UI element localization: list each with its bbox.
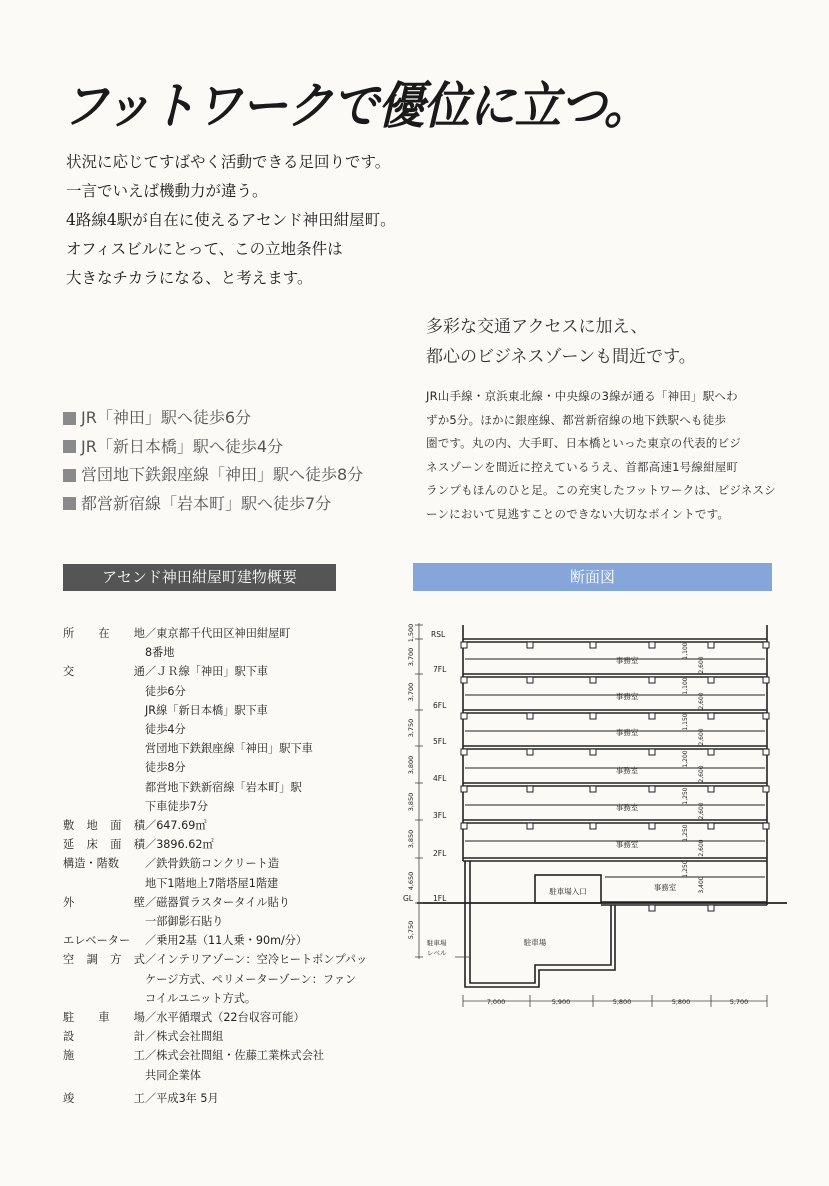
spec-cont: 徒歩8分	[145, 761, 186, 775]
spec-cont: JR線「新日本橋」駅下車	[145, 703, 268, 717]
svg-text:1,250: 1,250	[682, 860, 689, 878]
intro-line: 大きなチカラになる、と考えます。	[66, 269, 313, 287]
walk-item-text: JR「神田」駅へ徒歩6分	[81, 408, 252, 427]
svg-text:3,800: 3,800	[407, 755, 415, 775]
walk-item	[63, 461, 363, 490]
svg-text:1,500: 1,500	[407, 623, 415, 643]
parking-label: 駐車場	[523, 938, 547, 947]
spec-cont: 徒歩6分	[145, 684, 186, 698]
svg-text:1,150: 1,150	[682, 713, 689, 731]
spec-label: エレベーター	[63, 934, 131, 948]
beam-drops	[461, 642, 769, 911]
svg-text:駐車場: 駐車場	[427, 939, 447, 947]
intro-line: 4路線4駅が自在に使えるアセンド神田紺屋町。	[66, 211, 396, 229]
spec-row-completion	[63, 1089, 367, 1108]
walk-item-text: 営団地下鉄銀座線「神田」駅へ徒歩8分	[81, 465, 364, 484]
spec-cont: 下車徒歩7分	[145, 799, 209, 813]
floor-label: 4FL	[433, 774, 447, 783]
svg-text:3,750: 3,750	[407, 718, 415, 738]
svg-text:5,700: 5,700	[729, 998, 749, 1006]
access-heading	[426, 312, 696, 372]
spec-row-transport	[63, 662, 367, 681]
section-diagram	[395, 615, 795, 1015]
spec-value: ／東京都千代田区神田紺屋町	[145, 627, 291, 640]
spec-row-structure	[63, 854, 367, 873]
svg-text:レベル: レベル	[427, 949, 447, 957]
room-label: 事務室	[615, 766, 639, 775]
square-bullet-icon	[63, 469, 76, 482]
svg-text:3,400: 3,400	[698, 876, 705, 894]
spec-label: 空 調 方 式	[63, 953, 145, 967]
intro-line: 状況に応じてすばやく活動できる足回りです。	[66, 153, 391, 171]
floor-label: 1FL	[433, 894, 447, 903]
square-bullet-icon	[63, 412, 76, 425]
spec-row-construction	[63, 1046, 367, 1065]
room-label: 事務室	[653, 883, 677, 892]
svg-text:1,200: 1,200	[682, 750, 689, 768]
spec-label: 設 計	[63, 1030, 145, 1044]
spec-value: ／磁器質ラスタータイル貼り	[145, 895, 290, 909]
svg-text:2,600: 2,600	[698, 692, 705, 710]
svg-text:5,800: 5,800	[612, 998, 632, 1006]
parking-level-label	[426, 938, 447, 957]
spec-cont: 8番地	[145, 646, 175, 660]
floor-label: 6FL	[433, 701, 447, 710]
svg-text:2,600: 2,600	[698, 656, 705, 674]
room-label: 事務室	[615, 656, 639, 665]
access-body-line: ランプもほんのひと足。この充実したフットワークは、ビジネスシ	[426, 483, 776, 497]
floor-label: 3FL	[433, 811, 447, 820]
spec-row-location	[63, 624, 367, 643]
spec-cont: 共同企業体	[145, 1068, 201, 1082]
svg-text:2,600: 2,600	[698, 765, 705, 783]
spec-value: ／水平循環式（22台収容可能）	[145, 1011, 305, 1025]
spec-row-elevator	[63, 931, 367, 950]
svg-text:3,700: 3,700	[407, 647, 415, 667]
room-label: 事務室	[615, 803, 639, 812]
access-heading-line: 多彩な交通アクセスに加え、	[426, 317, 648, 337]
spec-label: 駐 車 場	[63, 1011, 145, 1025]
svg-text:7,000: 7,000	[486, 998, 506, 1006]
spec-cont: 一部御影石貼り	[145, 915, 224, 929]
spec-value: ／3896.62㎡	[145, 838, 214, 852]
svg-text:4,650: 4,650	[407, 871, 415, 891]
spec-cont: 営団地下鉄銀座線「神田」駅下車	[145, 742, 313, 756]
spec-label: 延 床 面 積	[63, 838, 145, 852]
floor-label: 5FL	[433, 737, 447, 746]
intro-line: オフィスビルにとって、この立地条件は	[66, 240, 343, 258]
access-body-line: ずか5分。ほかに銀座線、都営新宿線の地下鉄駅へも徒歩	[426, 412, 727, 427]
svg-text:2,600: 2,600	[698, 839, 705, 857]
svg-text:3,850: 3,850	[407, 792, 415, 812]
walk-time-list	[63, 404, 363, 518]
spec-label: 構造・階数	[63, 857, 119, 871]
access-body-line: ーンにおいて見逃すことのできない大切なポイントです。	[426, 506, 730, 521]
spec-cont: 地下1階地上7階塔屋1階建	[145, 876, 279, 890]
spec-label: 竣 工	[63, 1091, 145, 1105]
spec-value: ／株式会社間組	[145, 1030, 224, 1044]
walk-item-text: 都営新宿線「岩本町」駅へ徒歩7分	[81, 493, 332, 513]
spec-label: 交 通	[63, 665, 145, 679]
spec-value: ／ＪＲ線「神田」駅下車	[145, 665, 269, 679]
floor-label: 7FL	[433, 665, 447, 674]
bottom-dims	[487, 998, 749, 1006]
spec-cont: 都営地下鉄新宿線「岩本町」駅	[145, 780, 302, 794]
svg-text:1,100: 1,100	[682, 642, 689, 660]
svg-text:2,600: 2,600	[698, 802, 705, 820]
access-body	[426, 385, 776, 526]
square-bullet-icon	[63, 497, 76, 510]
svg-text:2,600: 2,600	[698, 728, 705, 746]
access-heading-line: 都心のビジネスゾーンも間近です。	[426, 347, 696, 367]
headline: フットワークで優位に立つ。	[62, 76, 650, 135]
spec-cont: 徒歩4分	[145, 723, 186, 737]
walk-item-text: JR「新日本橋」駅へ徒歩4分	[81, 436, 284, 456]
svg-text:5,800: 5,800	[671, 998, 691, 1006]
intro-paragraph	[66, 148, 396, 293]
intro-line: 一言でいえば機動力が違う。	[66, 182, 268, 200]
spec-label: 施 工	[63, 1049, 145, 1063]
room-label: 事務室	[615, 840, 639, 849]
spec-row-design	[63, 1027, 367, 1046]
svg-text:1,100: 1,100	[682, 677, 689, 695]
spec-row-parking	[63, 1008, 367, 1027]
access-body-line: 圏です。丸の内、大手町、日本橋といった東京の代表的ビジ	[426, 436, 741, 450]
spec-cont: ケージ方式、ペリメーターゾーン：ファン	[145, 972, 357, 986]
spec-label: 敷 地 面 積	[63, 819, 145, 833]
spec-row-floor-area	[63, 835, 367, 854]
gl-label: GL	[403, 894, 413, 903]
spec-value: ／平成3年 5月	[145, 1091, 219, 1105]
svg-text:3,850: 3,850	[407, 829, 415, 849]
svg-text:1,250: 1,250	[682, 824, 689, 842]
spec-value: ／鉄骨鉄筋コンクリート造	[145, 857, 280, 871]
spec-value: ／乗用2基（11人乗・90m/分）	[145, 934, 308, 948]
square-bullet-icon	[63, 440, 76, 453]
left-dims	[407, 624, 415, 940]
walk-item	[63, 433, 363, 462]
floor-label: RSL	[431, 630, 446, 639]
spec-row-hvac	[63, 950, 367, 969]
spec-table	[63, 624, 367, 1108]
spec-cont: コイルユニット方式。	[145, 991, 257, 1005]
room-label: 事務室	[615, 728, 639, 737]
section-title: 断面図	[413, 563, 772, 591]
access-body-line: ネスゾーンを間近に控えているうえ、首都高速1号線紺屋町	[426, 459, 739, 474]
svg-text:5,900: 5,900	[551, 998, 571, 1006]
walk-item	[63, 404, 363, 433]
spec-label: 所 在 地	[63, 627, 145, 640]
spec-row-site-area	[63, 816, 367, 835]
svg-text:5,750: 5,750	[407, 920, 415, 940]
spec-row-exterior	[63, 893, 367, 912]
parking-entrance-label: 駐車場入口	[549, 887, 587, 896]
svg-text:1,250: 1,250	[682, 787, 689, 805]
overview-title: アセンド神田紺屋町建物概要	[63, 564, 336, 591]
spec-value: ／株式会社間組・佐藤工業株式会社	[145, 1049, 325, 1063]
room-label: 事務室	[615, 692, 639, 701]
walk-item	[63, 490, 363, 519]
floor-label: 2FL	[433, 849, 447, 858]
spec-value: ／インテリアゾーン：空冷ヒートポンプパッ	[145, 953, 368, 967]
access-body-line: JR山手線・京浜東北線・中央線の3線が通る「神田」駅へわ	[426, 389, 738, 403]
spec-value: ／647.69㎡	[145, 819, 207, 833]
svg-text:3,700: 3,700	[407, 682, 415, 702]
spec-label: 外 壁	[63, 895, 145, 909]
